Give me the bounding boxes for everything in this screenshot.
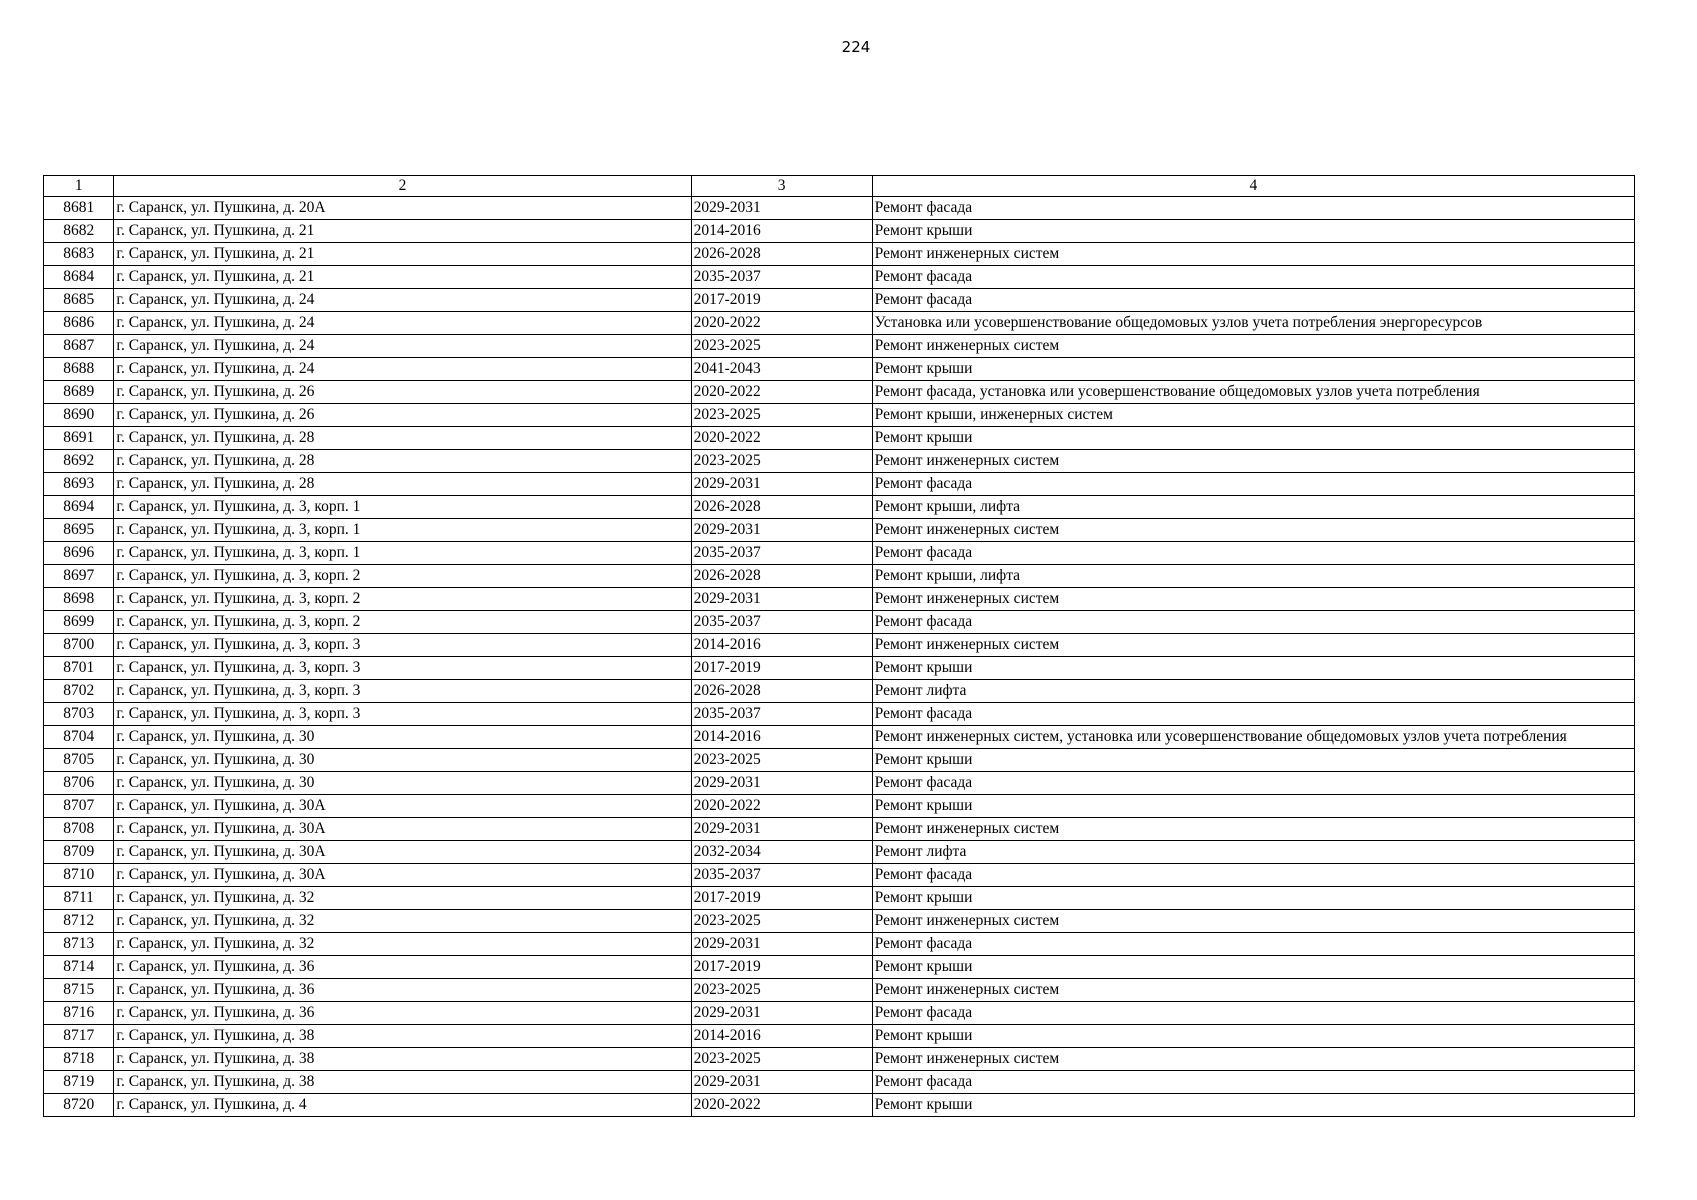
address-cell: г. Саранск, ул. Пушкина, д. 38 — [114, 1025, 691, 1048]
table-row — [44, 864, 1635, 887]
address-cell: г. Саранск, ул. Пушкина, д. 24 — [114, 335, 691, 358]
address-cell: г. Саранск, ул. Пушкина, д. 28 — [114, 427, 691, 450]
address-cell: г. Саранск, ул. Пушкина, д. 24 — [114, 289, 691, 312]
address-cell: г. Саранск, ул. Пушкина, д. 30А — [114, 818, 691, 841]
period-cell: 2032-2034 — [691, 841, 872, 864]
period-cell: 2029-2031 — [691, 473, 872, 496]
work-type-cell: Ремонт фасада — [872, 473, 1634, 496]
table-row — [44, 910, 1635, 933]
row-number: 8690 — [44, 404, 114, 427]
work-type-cell: Ремонт крыши — [872, 1094, 1634, 1117]
period-cell: 2026-2028 — [691, 243, 872, 266]
row-number: 8708 — [44, 818, 114, 841]
repair-schedule-table — [43, 175, 1635, 1117]
address-cell: г. Саранск, ул. Пушкина, д. 3, корп. 1 — [114, 519, 691, 542]
row-number: 8710 — [44, 864, 114, 887]
period-cell: 2014-2016 — [691, 1025, 872, 1048]
table-row — [44, 588, 1635, 611]
address-cell: г. Саранск, ул. Пушкина, д. 21 — [114, 266, 691, 289]
table-body — [44, 176, 1635, 1117]
work-type-cell: Ремонт инженерных систем — [872, 1048, 1634, 1071]
period-cell: 2029-2031 — [691, 1071, 872, 1094]
work-type-cell: Ремонт инженерных систем — [872, 519, 1634, 542]
work-type-cell: Ремонт инженерных систем — [872, 979, 1634, 1002]
row-number: 8688 — [44, 358, 114, 381]
work-type-cell: Ремонт фасада — [872, 1002, 1634, 1025]
work-type-cell: Ремонт инженерных систем — [872, 910, 1634, 933]
period-cell: 2017-2019 — [691, 887, 872, 910]
work-type-cell: Ремонт крыши — [872, 1025, 1634, 1048]
row-number: 8706 — [44, 772, 114, 795]
period-cell: 2035-2037 — [691, 266, 872, 289]
table-row — [44, 979, 1635, 1002]
table-row — [44, 266, 1635, 289]
row-number: 8700 — [44, 634, 114, 657]
period-cell: 2020-2022 — [691, 427, 872, 450]
table-row — [44, 1025, 1635, 1048]
address-cell: г. Саранск, ул. Пушкина, д. 32 — [114, 910, 691, 933]
period-cell: 2029-2031 — [691, 519, 872, 542]
address-cell: г. Саранск, ул. Пушкина, д. 30А — [114, 795, 691, 818]
column-header-3: 3 — [691, 176, 872, 197]
table-header-row — [44, 176, 1635, 197]
table-row — [44, 542, 1635, 565]
address-cell: г. Саранск, ул. Пушкина, д. 24 — [114, 312, 691, 335]
address-cell: г. Саранск, ул. Пушкина, д. 21 — [114, 220, 691, 243]
period-cell: 2026-2028 — [691, 680, 872, 703]
row-number: 8683 — [44, 243, 114, 266]
address-cell: г. Саранск, ул. Пушкина, д. 28 — [114, 473, 691, 496]
work-type-cell: Ремонт крыши — [872, 795, 1634, 818]
work-type-cell: Ремонт инженерных систем — [872, 634, 1634, 657]
period-cell: 2023-2025 — [691, 979, 872, 1002]
work-type-cell: Ремонт фасада — [872, 197, 1634, 220]
work-type-cell: Ремонт фасада — [872, 542, 1634, 565]
row-number: 8682 — [44, 220, 114, 243]
period-cell: 2023-2025 — [691, 910, 872, 933]
row-number: 8719 — [44, 1071, 114, 1094]
work-type-cell: Ремонт фасада — [872, 1071, 1634, 1094]
work-type-cell: Ремонт лифта — [872, 680, 1634, 703]
period-cell: 2017-2019 — [691, 657, 872, 680]
work-type-cell: Ремонт крыши — [872, 657, 1634, 680]
row-number: 8695 — [44, 519, 114, 542]
work-type-cell: Установка или усовершенствование общедомовых узлов учета потребления энергоресурсов — [872, 312, 1634, 335]
table-row — [44, 772, 1635, 795]
table-row — [44, 243, 1635, 266]
table-row — [44, 312, 1635, 335]
row-number: 8704 — [44, 726, 114, 749]
row-number: 8693 — [44, 473, 114, 496]
address-cell: г. Саранск, ул. Пушкина, д. 3, корп. 2 — [114, 611, 691, 634]
period-cell: 2020-2022 — [691, 312, 872, 335]
table-row — [44, 335, 1635, 358]
address-cell: г. Саранск, ул. Пушкина, д. 28 — [114, 450, 691, 473]
row-number: 8692 — [44, 450, 114, 473]
row-number: 8716 — [44, 1002, 114, 1025]
period-cell: 2020-2022 — [691, 381, 872, 404]
period-cell: 2020-2022 — [691, 795, 872, 818]
period-cell: 2029-2031 — [691, 197, 872, 220]
row-number: 8711 — [44, 887, 114, 910]
row-number: 8697 — [44, 565, 114, 588]
table-row — [44, 450, 1635, 473]
period-cell: 2023-2025 — [691, 749, 872, 772]
table-row — [44, 565, 1635, 588]
table-row — [44, 496, 1635, 519]
period-cell: 2023-2025 — [691, 335, 872, 358]
table-row — [44, 473, 1635, 496]
period-cell: 2023-2025 — [691, 450, 872, 473]
row-number: 8709 — [44, 841, 114, 864]
address-cell: г. Саранск, ул. Пушкина, д. 30 — [114, 772, 691, 795]
table-row — [44, 519, 1635, 542]
address-cell: г. Саранск, ул. Пушкина, д. 3, корп. 2 — [114, 565, 691, 588]
work-type-cell: Ремонт крыши, инженерных систем — [872, 404, 1634, 427]
period-cell: 2035-2037 — [691, 703, 872, 726]
table-row — [44, 956, 1635, 979]
work-type-cell: Ремонт крыши — [872, 749, 1634, 772]
work-type-cell: Ремонт лифта — [872, 841, 1634, 864]
table-row — [44, 1048, 1635, 1071]
table-row — [44, 726, 1635, 749]
address-cell: г. Саранск, ул. Пушкина, д. 3, корп. 1 — [114, 496, 691, 519]
table-row — [44, 818, 1635, 841]
address-cell: г. Саранск, ул. Пушкина, д. 36 — [114, 1002, 691, 1025]
table-row — [44, 289, 1635, 312]
row-number: 8686 — [44, 312, 114, 335]
row-number: 8698 — [44, 588, 114, 611]
address-cell: г. Саранск, ул. Пушкина, д. 3, корп. 3 — [114, 680, 691, 703]
address-cell: г. Саранск, ул. Пушкина, д. 30 — [114, 749, 691, 772]
address-cell: г. Саранск, ул. Пушкина, д. 36 — [114, 979, 691, 1002]
table-row — [44, 795, 1635, 818]
row-number: 8713 — [44, 933, 114, 956]
work-type-cell: Ремонт крыши, лифта — [872, 565, 1634, 588]
work-type-cell: Ремонт фасада — [872, 703, 1634, 726]
period-cell: 2029-2031 — [691, 588, 872, 611]
table-row — [44, 657, 1635, 680]
row-number: 8714 — [44, 956, 114, 979]
row-number: 8696 — [44, 542, 114, 565]
address-cell: г. Саранск, ул. Пушкина, д. 32 — [114, 887, 691, 910]
work-type-cell: Ремонт фасада — [872, 933, 1634, 956]
table-row — [44, 749, 1635, 772]
row-number: 8699 — [44, 611, 114, 634]
address-cell: г. Саранск, ул. Пушкина, д. 3, корп. 3 — [114, 634, 691, 657]
row-number: 8694 — [44, 496, 114, 519]
row-number: 8687 — [44, 335, 114, 358]
address-cell: г. Саранск, ул. Пушкина, д. 4 — [114, 1094, 691, 1117]
column-header-1: 1 — [44, 176, 114, 197]
table-row — [44, 841, 1635, 864]
work-type-cell: Ремонт фасада — [872, 289, 1634, 312]
address-cell: г. Саранск, ул. Пушкина, д. 26 — [114, 404, 691, 427]
period-cell: 2029-2031 — [691, 818, 872, 841]
row-number: 8703 — [44, 703, 114, 726]
period-cell: 2026-2028 — [691, 496, 872, 519]
address-cell: г. Саранск, ул. Пушкина, д. 30А — [114, 841, 691, 864]
work-type-cell: Ремонт крыши — [872, 956, 1634, 979]
period-cell: 2041-2043 — [691, 358, 872, 381]
work-type-cell: Ремонт крыши — [872, 427, 1634, 450]
work-type-cell: Ремонт инженерных систем, установка или усовершенствование общедомовых узлов учета потребления — [872, 726, 1634, 749]
address-cell: г. Саранск, ул. Пушкина, д. 21 — [114, 243, 691, 266]
period-cell: 2035-2037 — [691, 611, 872, 634]
address-cell: г. Саранск, ул. Пушкина, д. 24 — [114, 358, 691, 381]
work-type-cell: Ремонт фасада — [872, 864, 1634, 887]
address-cell: г. Саранск, ул. Пушкина, д. 32 — [114, 933, 691, 956]
period-cell: 2017-2019 — [691, 956, 872, 979]
table-row — [44, 680, 1635, 703]
period-cell: 2014-2016 — [691, 220, 872, 243]
row-number: 8712 — [44, 910, 114, 933]
row-number: 8707 — [44, 795, 114, 818]
period-cell: 2029-2031 — [691, 933, 872, 956]
address-cell: г. Саранск, ул. Пушкина, д. 30 — [114, 726, 691, 749]
period-cell: 2023-2025 — [691, 404, 872, 427]
row-number: 8685 — [44, 289, 114, 312]
table-row — [44, 933, 1635, 956]
address-cell: г. Саранск, ул. Пушкина, д. 3, корп. 1 — [114, 542, 691, 565]
table-row — [44, 381, 1635, 404]
row-number: 8689 — [44, 381, 114, 404]
work-type-cell: Ремонт фасада — [872, 611, 1634, 634]
table-row — [44, 197, 1635, 220]
work-type-cell: Ремонт крыши, лифта — [872, 496, 1634, 519]
table-row — [44, 404, 1635, 427]
address-cell: г. Саранск, ул. Пушкина, д. 20А — [114, 197, 691, 220]
row-number: 8691 — [44, 427, 114, 450]
address-cell: г. Саранск, ул. Пушкина, д. 26 — [114, 381, 691, 404]
address-cell: г. Саранск, ул. Пушкина, д. 3, корп. 3 — [114, 657, 691, 680]
column-header-4: 4 — [872, 176, 1634, 197]
row-number: 8681 — [44, 197, 114, 220]
address-cell: г. Саранск, ул. Пушкина, д. 36 — [114, 956, 691, 979]
row-number: 8718 — [44, 1048, 114, 1071]
row-number: 8702 — [44, 680, 114, 703]
address-cell: г. Саранск, ул. Пушкина, д. 3, корп. 3 — [114, 703, 691, 726]
work-type-cell: Ремонт крыши — [872, 887, 1634, 910]
work-type-cell: Ремонт фасада — [872, 772, 1634, 795]
address-cell: г. Саранск, ул. Пушкина, д. 3, корп. 2 — [114, 588, 691, 611]
table-row — [44, 358, 1635, 381]
row-number: 8684 — [44, 266, 114, 289]
address-cell: г. Саранск, ул. Пушкина, д. 38 — [114, 1071, 691, 1094]
address-cell: г. Саранск, ул. Пушкина, д. 30А — [114, 864, 691, 887]
table-row — [44, 427, 1635, 450]
period-cell: 2023-2025 — [691, 1048, 872, 1071]
address-cell: г. Саранск, ул. Пушкина, д. 38 — [114, 1048, 691, 1071]
period-cell: 2035-2037 — [691, 864, 872, 887]
table-row — [44, 703, 1635, 726]
period-cell: 2020-2022 — [691, 1094, 872, 1117]
row-number: 8705 — [44, 749, 114, 772]
column-header-2: 2 — [114, 176, 691, 197]
table-row — [44, 1002, 1635, 1025]
row-number: 8715 — [44, 979, 114, 1002]
table-row — [44, 1094, 1635, 1117]
table-row — [44, 887, 1635, 910]
work-type-cell: Ремонт инженерных систем — [872, 588, 1634, 611]
period-cell: 2029-2031 — [691, 1002, 872, 1025]
period-cell: 2014-2016 — [691, 634, 872, 657]
work-type-cell: Ремонт крыши — [872, 220, 1634, 243]
work-type-cell: Ремонт инженерных систем — [872, 818, 1634, 841]
row-number: 8701 — [44, 657, 114, 680]
work-type-cell: Ремонт крыши — [872, 358, 1634, 381]
table-row — [44, 220, 1635, 243]
page-number: 224 — [841, 38, 871, 56]
period-cell: 2026-2028 — [691, 565, 872, 588]
row-number: 8717 — [44, 1025, 114, 1048]
period-cell: 2029-2031 — [691, 772, 872, 795]
row-number: 8720 — [44, 1094, 114, 1117]
work-type-cell: Ремонт инженерных систем — [872, 243, 1634, 266]
period-cell: 2014-2016 — [691, 726, 872, 749]
table-row — [44, 611, 1635, 634]
period-cell: 2035-2037 — [691, 542, 872, 565]
work-type-cell: Ремонт фасада, установка или усовершенствование общедомовых узлов учета потребления — [872, 381, 1634, 404]
table-row — [44, 1071, 1635, 1094]
work-type-cell: Ремонт инженерных систем — [872, 335, 1634, 358]
work-type-cell: Ремонт инженерных систем — [872, 450, 1634, 473]
table-row — [44, 634, 1635, 657]
work-type-cell: Ремонт фасада — [872, 266, 1634, 289]
period-cell: 2017-2019 — [691, 289, 872, 312]
